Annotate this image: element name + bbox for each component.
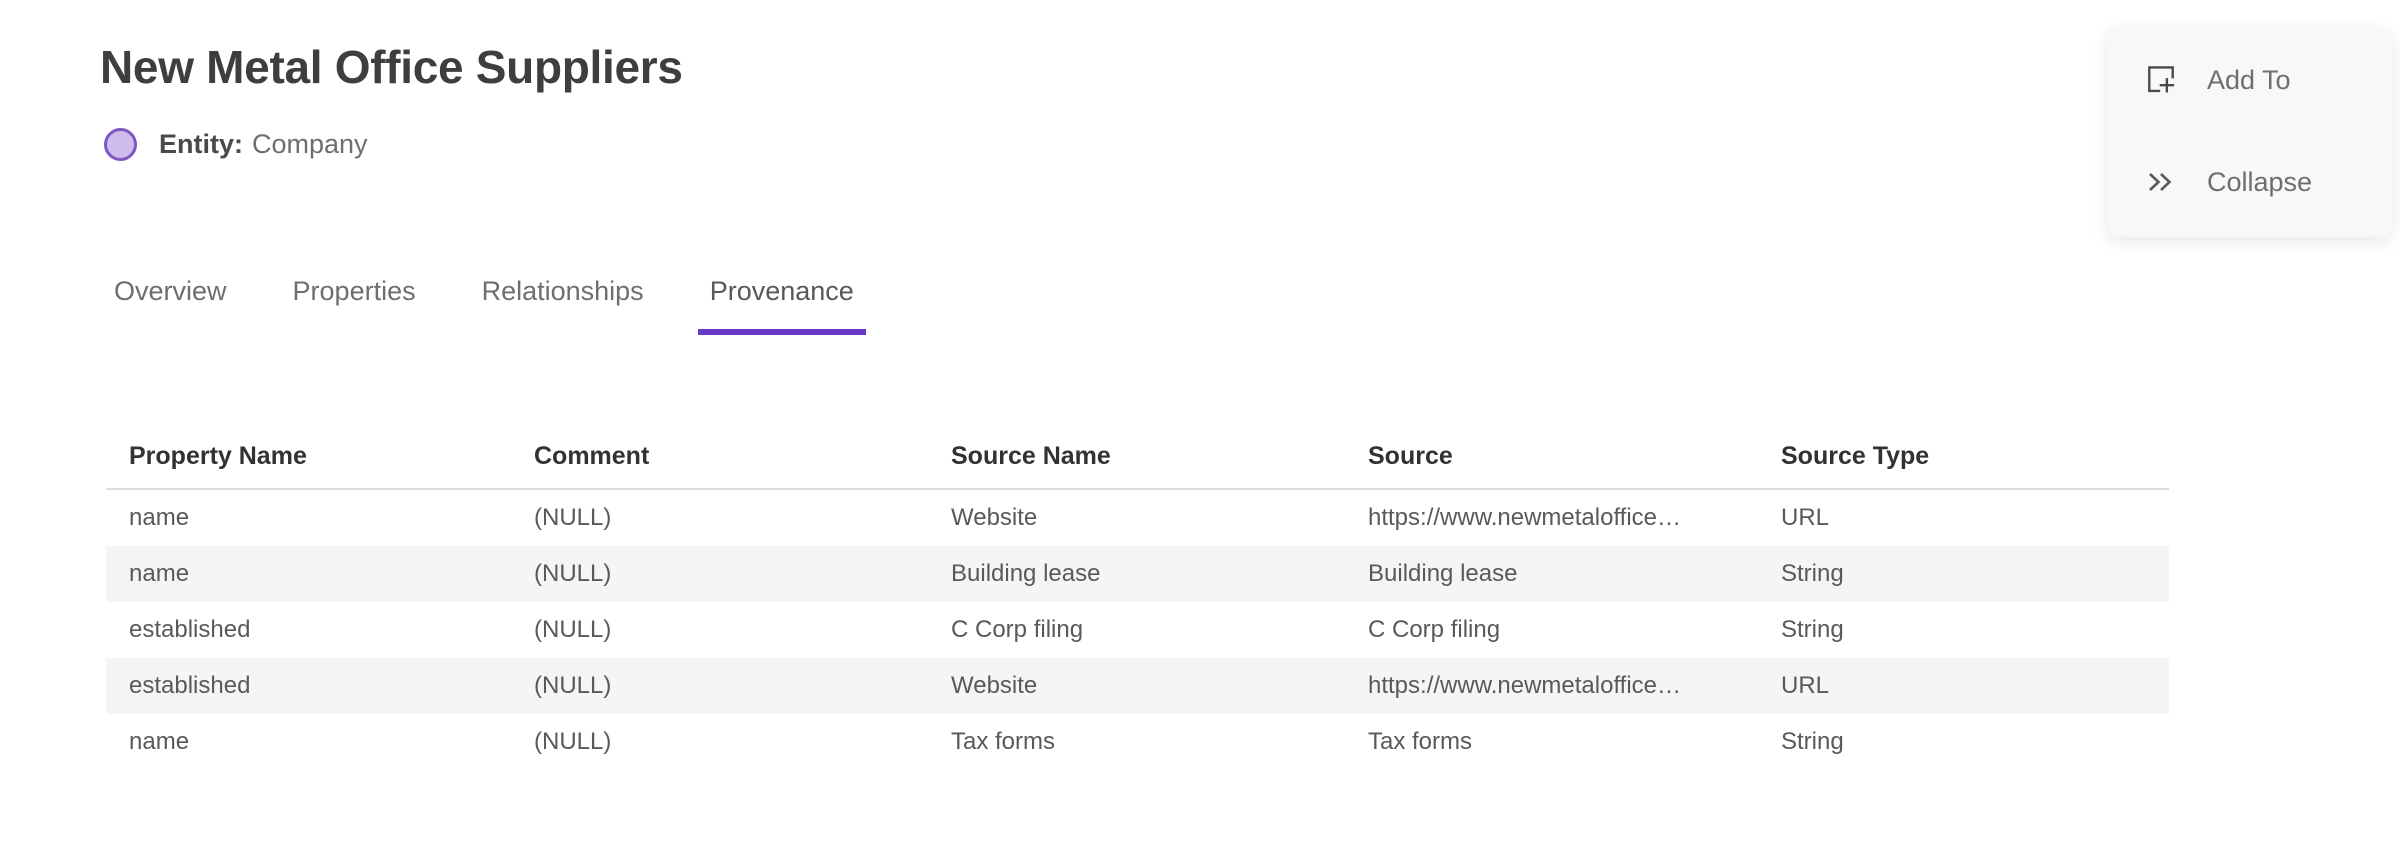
comment-cell: (NULL) xyxy=(534,672,612,699)
column-header-comment: Comment xyxy=(534,424,951,489)
property-name-cell: established xyxy=(129,672,251,699)
collapse-label: Collapse xyxy=(2207,166,2313,197)
table-header-row xyxy=(106,424,2169,489)
table-row[interactable] xyxy=(106,658,2169,714)
source-name-cell: Website xyxy=(951,672,1038,699)
source-cell: https://www.newmetaloffice… xyxy=(1368,672,1682,699)
entity-circle-icon xyxy=(104,128,137,161)
source-name-cell: Building lease xyxy=(951,560,1101,587)
tab-bar xyxy=(102,276,908,335)
source-cell: https://www.newmetaloffice… xyxy=(1368,504,1682,531)
property-name-cell: name xyxy=(129,560,190,587)
source-name-cell: C Corp filing xyxy=(951,616,1084,643)
source-name-cell: Tax forms xyxy=(951,728,1056,755)
source-type-cell: String xyxy=(1781,728,1844,755)
collapse-button[interactable] xyxy=(2142,157,2392,207)
column-header-source-type: Source Type xyxy=(1781,424,2169,489)
double-chevron-right-icon xyxy=(2142,162,2180,202)
comment-cell: (NULL) xyxy=(534,504,612,531)
tab-overview[interactable]: Overview xyxy=(114,276,227,306)
table-row[interactable] xyxy=(106,602,2169,658)
property-name-cell: established xyxy=(129,616,251,643)
add-to-icon xyxy=(2142,60,2180,100)
tab-relationships[interactable]: Relationships xyxy=(481,276,644,306)
source-cell: Tax forms xyxy=(1368,728,1473,755)
source-name-cell: Website xyxy=(951,504,1038,531)
table-row[interactable] xyxy=(106,546,2169,602)
table-row[interactable] xyxy=(106,714,2169,770)
page-title: New Metal Office Suppliers xyxy=(100,41,683,93)
comment-cell: (NULL) xyxy=(534,560,612,587)
entity-value: Company xyxy=(252,129,368,159)
column-header-source-name: Source Name xyxy=(951,424,1368,489)
source-cell: C Corp filing xyxy=(1368,616,1501,643)
actions-panel xyxy=(2108,28,2392,237)
source-type-cell: String xyxy=(1781,560,1844,587)
entity-label: Entity: xyxy=(159,129,243,159)
source-cell: Building lease xyxy=(1368,560,1518,587)
source-type-cell: URL xyxy=(1781,504,1830,531)
property-name-cell: name xyxy=(129,728,190,755)
column-header-property-name: Property Name xyxy=(106,424,534,489)
add-to-button[interactable] xyxy=(2142,55,2392,105)
tab-provenance[interactable]: Provenance xyxy=(698,276,866,335)
source-type-cell: URL xyxy=(1781,672,1830,699)
comment-cell: (NULL) xyxy=(534,616,612,643)
comment-cell: (NULL) xyxy=(534,728,612,755)
add-to-label: Add To xyxy=(2207,64,2291,95)
provenance-table xyxy=(106,424,2169,770)
source-type-cell: String xyxy=(1781,616,1844,643)
property-name-cell: name xyxy=(129,504,190,531)
tab-properties[interactable]: Properties xyxy=(292,276,416,306)
column-header-source: Source xyxy=(1368,424,1781,489)
entity-type-row xyxy=(104,128,368,161)
table-row[interactable] xyxy=(106,489,2169,546)
